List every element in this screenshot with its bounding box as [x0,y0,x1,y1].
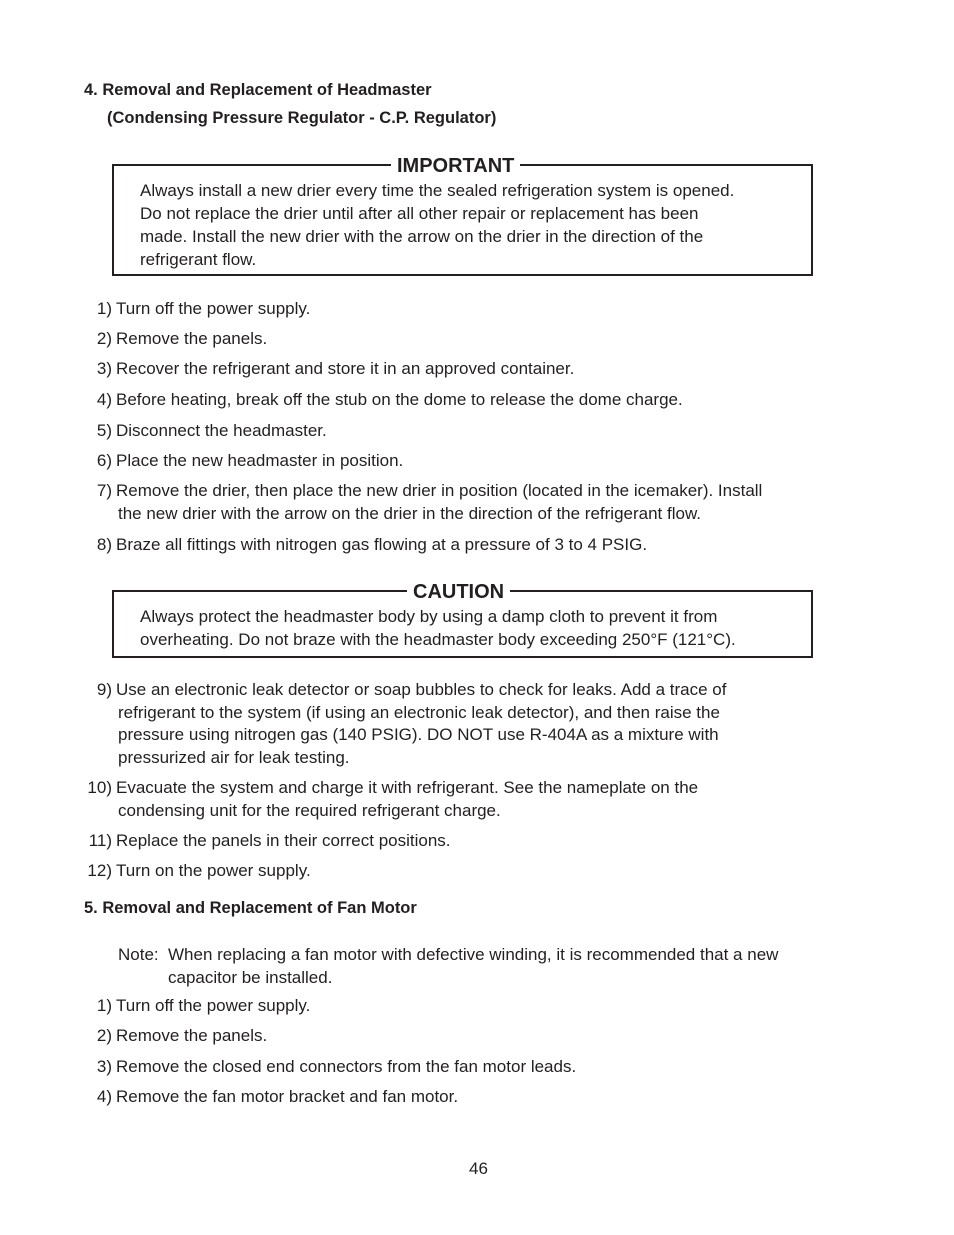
step-text: pressure using nitrogen gas (140 PSIG). DO NOT use R-404A as a mixture with [118,725,719,744]
step-text: Replace the panels in their correct positions. [116,831,451,850]
box-text-line: Always protect the headmaster body by using a damp cloth to prevent it from [140,607,718,626]
section-5-title: 5. Removal and Replacement of Fan Motor [84,899,417,917]
step-number: 8) [96,535,112,554]
step-number: 11) [88,831,112,850]
section-4-title: 4. Removal and Replacement of Headmaster [84,81,432,99]
step-text: Remove the panels. [116,1026,268,1045]
step-text: pressurized air for leak testing. [118,747,350,767]
step-number: 12) [87,861,112,880]
step-text: refrigerant to the system (if using an electronic leak detector), and then raise the [118,702,720,722]
step-text: Use an electronic leak detector or soap bubbles to check for leaks. Add a trace of [116,680,727,699]
step-text: the new drier with the arrow on the drier in the direction of the refrigerant flow. [118,503,702,523]
box-text-line: overheating. Do not braze with the headmaster body exceeding 250°F (121°C). [140,630,736,649]
step-number: 7) [96,481,112,500]
step-text: Disconnect the headmaster. [116,421,327,440]
page-number: 46 [469,1159,488,1178]
box-text-line: Do not replace the drier until after all other repair or replacement has been [140,204,699,223]
note-label: Note: [118,945,159,964]
step-text: Remove the closed end connectors from the fan motor leads. [116,1057,577,1076]
step-number: 5) [96,421,112,440]
box-text-line: Always install a new drier every time the sealed refrigeration system is opened. [140,181,735,200]
step-number: 2) [96,329,112,348]
section-4-subtitle: (Condensing Pressure Regulator - C.P. Regulator) [107,109,497,127]
step-number: 9) [96,680,112,699]
step-text: Evacuate the system and charge it with refrigerant. See the nameplate on the [116,778,699,797]
step-text: Remove the fan motor bracket and fan motor. [116,1087,459,1106]
step-text: Before heating, break off the stub on the dome to release the dome charge. [116,390,683,409]
box-text-line: refrigerant flow. [140,250,257,269]
caution-title: CAUTION [407,581,510,603]
step-number: 10) [87,778,112,797]
step-text: condensing unit for the required refrigerant charge. [118,800,501,820]
box-text-line: When replacing a fan motor with defective winding, it is recommended that a new [168,945,779,964]
step-text: Place the new headmaster in position. [116,451,404,470]
step-text: Turn off the power supply. [116,996,311,1015]
step-text: Remove the drier, then place the new drier in position (located in the icemaker). Install [116,481,763,500]
step-text: Turn off the power supply. [116,299,311,318]
box-text-line: made. Install the new drier with the arrow on the drier in the direction of the [140,227,704,246]
step-number: 2) [96,1026,112,1045]
step-text: Recover the refrigerant and store it in an approved container. [116,359,575,378]
step-number: 1) [96,996,112,1015]
step-number: 4) [96,1087,112,1106]
box-text-line: capacitor be installed. [168,968,333,987]
step-text: Remove the panels. [116,329,268,348]
step-text: Turn on the power supply. [116,861,311,880]
step-number: 3) [96,359,112,378]
important-title: IMPORTANT [391,155,520,177]
step-number: 3) [96,1057,112,1076]
step-text: Braze all fittings with nitrogen gas flowing at a pressure of 3 to 4 PSIG. [116,535,648,554]
step-number: 4) [96,390,112,409]
step-number: 1) [96,299,112,318]
step-number: 6) [96,451,112,470]
